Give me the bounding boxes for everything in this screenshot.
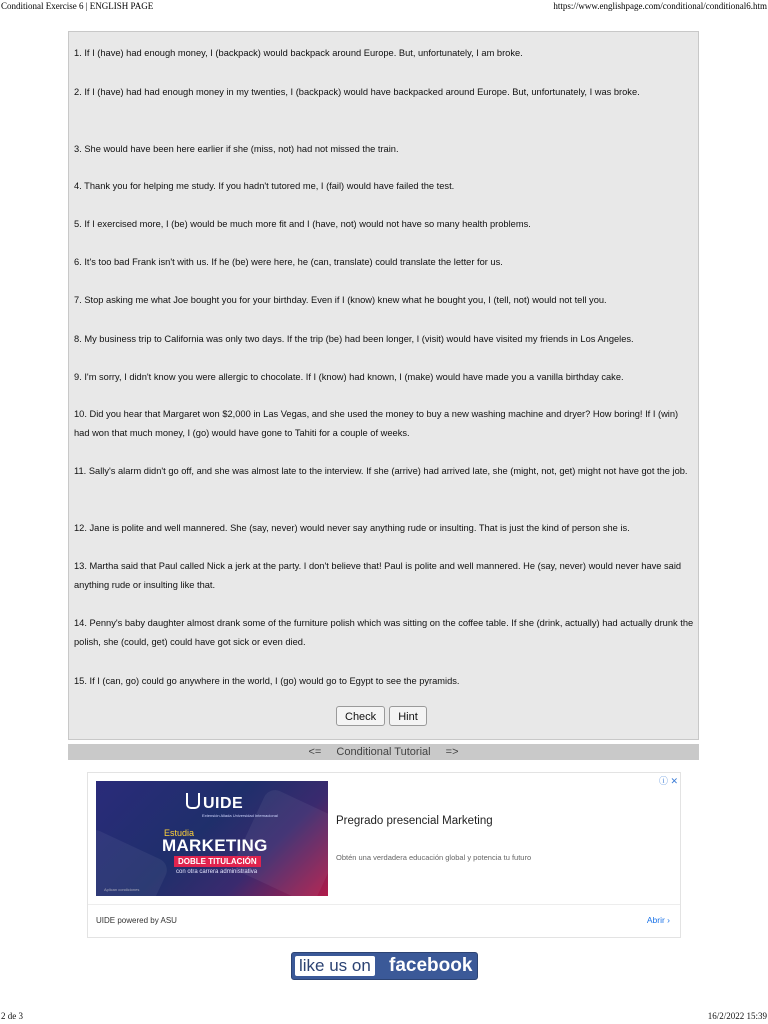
question-15: 15. If I (can, go) could go anywhere in the world, I (go) would go to Egypt to see the pyramids. [74, 676, 460, 686]
question-5: 5. If I exercised more, I (be) would be much more fit and I (have, not) would not have so many health problems. [74, 219, 531, 229]
uide-logo: UIDE [186, 793, 243, 813]
exercise-box [68, 31, 699, 740]
tutorial-navigation [68, 744, 699, 760]
question-14: 14. Penny's baby daughter almost drank some of the furniture polish which was sitting on the coffee table. If she (drink, actually) had actually drunk the polish, she (could, get) could have got sick or even died. [74, 618, 694, 647]
ad-title[interactable]: Pregrado presencial Marketing [336, 815, 493, 827]
next-exercise-link[interactable]: => [445, 746, 459, 758]
ad-fineprint: Aplican condiciones [104, 887, 140, 892]
question-13: 13. Martha said that Paul called Nick a jerk at the party. I don't believe that! Paul is polite and well mannered. He (say, never) would never have said anything rude or insulting like that. [74, 561, 682, 590]
facebook-like-button[interactable] [291, 952, 478, 980]
ad-estudia-text: Estudia [164, 828, 195, 838]
ad-image[interactable] [96, 781, 328, 896]
question-10: 10. Did you hear that Margaret won $2,000 in Las Vegas, and she used the money to buy a new washing machine and dryer? How boring! If I (win) had won that much money, I (go) would have gone to Tahiti for a couple of weeks. [74, 409, 679, 438]
question-4: 4. Thank you for helping me study. If you hadn't tutored me, I (fail) would have failed the test. [74, 181, 455, 191]
print-footer [0, 1010, 768, 1024]
print-page-number: 2 de 3 [1, 1011, 23, 1021]
uide-logo-icon [186, 793, 200, 809]
ad-decor-shape [96, 826, 171, 896]
advertisement[interactable] [87, 772, 681, 938]
question-11: 11. Sally's alarm didn't go off, and she was almost late to the interview. If she (arrive) had arrived late, she (might, not, get) might not have got the job. [74, 466, 688, 476]
question-1: 1. If I (have) had enough money, I (backpack) would backpack around Europe. But, unfortunately, I am broke. [74, 48, 523, 58]
facebook-like-text: like us on [295, 956, 375, 976]
ad-footer [88, 904, 680, 939]
ad-advertiser: UIDE powered by ASU [96, 916, 177, 925]
question-9: 9. I'm sorry, I didn't know you were allergic to chocolate. If I (know) had known, I (make) would have made you a vanilla birthday cake. [74, 372, 624, 382]
ad-doble-titulacion-badge: DOBLE TITULACIÓN [174, 856, 261, 867]
uide-logo-subtitle: Extensión Aliada Universidad Internacional [202, 813, 278, 818]
exercise-buttons [336, 706, 431, 726]
question-6: 6. It's too bad Frank isn't with us. If he (be) were here, he (can, translate) could translate the letter for us. [74, 257, 503, 267]
ad-choices-icon[interactable]: ⓘ ✕ [658, 776, 678, 786]
question-2: 2. If I (have) had had enough money in my twenties, I (backpack) would have backpacked around Europe. But, unfortunately, I was broke. [74, 87, 640, 97]
question-3: 3. She would have been here earlier if she (miss, not) had not missed the train. [74, 144, 399, 154]
ad-marketing-text: MARKETING [162, 836, 268, 855]
ad-carrera-text: con otra carrera administrativa [176, 869, 258, 875]
hint-button[interactable]: Hint [389, 706, 427, 726]
print-page-url: https://www.englishpage.com/conditional/conditional6.htm [553, 1, 767, 11]
previous-exercise-link[interactable]: <= [308, 746, 322, 758]
conditional-tutorial-link[interactable]: Conditional Tutorial [336, 746, 431, 758]
question-12: 12. Jane is polite and well mannered. She (say, never) would never say anything rude or insulting. That is just the kind of person she is. [74, 523, 630, 533]
print-page-title: Conditional Exercise 6 | ENGLISH PAGE [1, 1, 154, 11]
facebook-logo: facebook [389, 955, 473, 976]
print-header [0, 0, 768, 14]
question-7: 7. Stop asking me what Joe bought you for your birthday. Even if I (know) knew what he bought you, I (tell, not) would not tell you. [74, 295, 607, 305]
ad-description: Obtén una verdadera educación global y potencia tu futuro [336, 853, 532, 862]
ad-open-button[interactable]: Abrir › [646, 915, 670, 925]
print-datetime: 16/2/2022 15:39 [707, 1011, 767, 1021]
check-button[interactable]: Check [336, 706, 385, 726]
question-8: 8. My business trip to California was only two days. If the trip (be) had been longer, I (visit) would have visited my friends in Los Angeles. [74, 334, 634, 344]
